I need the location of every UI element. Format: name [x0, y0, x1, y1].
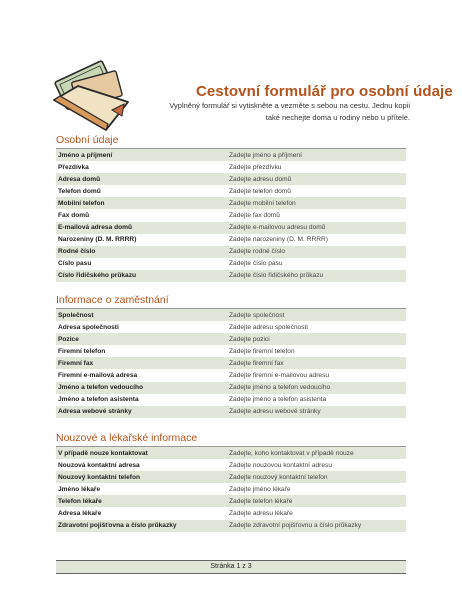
form-row[interactable]	[56, 483, 406, 495]
section-personal	[56, 134, 406, 282]
field-label: Adresa domů	[58, 175, 101, 183]
field-value[interactable]: Zadejte firemní fax	[229, 359, 284, 367]
field-label: Jméno a telefon vedoucího	[58, 384, 144, 392]
form-row[interactable]	[56, 149, 406, 161]
field-value[interactable]: Zadejte telefon lékaře	[229, 497, 293, 505]
page-footer: Stránka 1 z 3	[56, 560, 406, 574]
field-label: Telefon lékaře	[58, 497, 102, 505]
form-row[interactable]	[56, 197, 406, 209]
field-value[interactable]: Zadejte jméno a příjmení	[229, 151, 302, 159]
form-row[interactable]	[56, 459, 406, 471]
field-label: Narozeniny (D. M. RRRR)	[58, 236, 137, 244]
field-value[interactable]: Zadejte, koho kontaktovat v případě nouze	[229, 449, 354, 457]
field-value[interactable]: Zadejte číslo řidičského průkazu	[229, 272, 324, 280]
field-label: Jméno lékaře	[58, 485, 101, 493]
form-row[interactable]	[56, 520, 406, 532]
field-value[interactable]: Zadejte pozici	[229, 335, 270, 343]
field-value[interactable]: Zadejte nouzovou kontaktní adresu	[229, 461, 333, 469]
section-title: Nouzové a lékařské informace	[56, 432, 406, 447]
field-value[interactable]: Zadejte fax domů	[229, 212, 280, 220]
field-value[interactable]: Zadejte e-mailovou adresu domů	[229, 224, 326, 232]
form-row[interactable]	[56, 258, 406, 270]
field-value[interactable]: Zadejte společnost	[229, 311, 285, 319]
field-label: Přezdívka	[58, 163, 89, 171]
field-label: Nouzová kontaktní adresa	[58, 461, 140, 469]
form-row[interactable]	[56, 222, 406, 234]
field-value[interactable]: Zadejte telefon domů	[229, 187, 291, 195]
field-label: Mobilní telefon	[58, 199, 105, 207]
form-row[interactable]	[56, 406, 406, 418]
form-row[interactable]	[56, 246, 406, 258]
field-value[interactable]: Zadejte firemní e-mailovou adresu	[229, 372, 330, 380]
section-title: Informace o zaměstnání	[56, 294, 406, 309]
field-label: Fax domů	[58, 212, 90, 220]
field-label: Firemní e-mailová adresa	[58, 372, 138, 380]
form-row[interactable]	[56, 394, 406, 406]
field-value[interactable]: Zadejte firemní telefon	[229, 347, 295, 355]
field-value[interactable]: Zadejte rodné číslo	[229, 248, 286, 256]
field-value[interactable]: Zadejte jméno lékaře	[229, 485, 291, 493]
section-emergency-medical	[56, 432, 406, 532]
field-label: Jméno a příjmení	[58, 151, 113, 159]
field-label: Pozice	[58, 335, 79, 343]
field-label: Rodné číslo	[58, 248, 96, 256]
field-label: Číslo řidičského průkazu	[58, 272, 137, 280]
form-row[interactable]	[56, 270, 406, 282]
field-value[interactable]: Zadejte mobilní telefon	[229, 199, 296, 207]
form-row[interactable]	[56, 345, 406, 357]
form-row[interactable]	[56, 495, 406, 507]
form-row[interactable]	[56, 234, 406, 246]
field-label: V případě nouze kontaktovat	[58, 449, 148, 457]
field-label: Adresa webové stránky	[58, 408, 132, 416]
form-row[interactable]	[56, 161, 406, 173]
form-row[interactable]	[56, 321, 406, 333]
page-title: Cestovní formulář pro osobní údaje	[196, 83, 453, 100]
section-employment	[56, 294, 406, 418]
form-row[interactable]	[56, 185, 406, 197]
section-rows	[56, 149, 406, 282]
section-rows	[56, 309, 406, 418]
field-value[interactable]: Zadejte přezdívku	[229, 163, 282, 171]
field-label: Adresa společnosti	[58, 323, 119, 331]
field-value[interactable]: Zadejte zdravotní pojišťovnu a číslo průkazky	[229, 522, 362, 530]
field-label: Společnost	[58, 311, 94, 319]
field-label: Telefon domů	[58, 187, 101, 195]
field-value[interactable]: Zadejte adresu společnosti	[229, 323, 308, 331]
field-value[interactable]: Zadejte adresu webové stránky	[229, 408, 321, 416]
section-title: Osobní údaje	[56, 134, 406, 149]
form-row[interactable]	[56, 382, 406, 394]
field-value[interactable]: Zadejte adresu domů	[229, 175, 292, 183]
form-row[interactable]	[56, 357, 406, 369]
field-label: Adresa lékaře	[58, 510, 102, 518]
form-row[interactable]	[56, 471, 406, 483]
wallet-money-icon	[48, 52, 134, 136]
field-label: Nouzový kontaktní telefon	[58, 473, 141, 481]
form-row[interactable]	[56, 309, 406, 321]
field-label: Firemní telefon	[58, 347, 106, 355]
form-row[interactable]	[56, 507, 406, 519]
section-rows	[56, 447, 406, 532]
field-value[interactable]: Zadejte číslo pasu	[229, 260, 283, 268]
field-label: Firemní fax	[58, 359, 94, 367]
form-row[interactable]	[56, 209, 406, 221]
field-value[interactable]: Zadejte nouzový kontaktní telefon	[229, 473, 328, 481]
field-value[interactable]: Zadejte jméno a telefon asistenta	[229, 396, 327, 404]
form-row[interactable]	[56, 369, 406, 381]
form-row[interactable]	[56, 173, 406, 185]
field-label: E-mailová adresa domů	[58, 224, 133, 232]
form-row[interactable]	[56, 447, 406, 459]
field-value[interactable]: Zadejte narozeniny (D. M. RRRR)	[229, 236, 328, 244]
field-value[interactable]: Zadejte jméno a telefon vedoucího	[229, 384, 331, 392]
field-label: Jméno a telefon asistenta	[58, 396, 139, 404]
field-label: Zdravotní pojišťovna a číslo průkazky	[58, 522, 177, 530]
page-subtitle: Vyplněný formulář si vytiskněte a vezměte s sebou na cestu. Jednu kopii také nechejte doma u rodiny nebo u přítele.	[169, 101, 410, 122]
field-value[interactable]: Zadejte adresu lékaře	[229, 510, 293, 518]
field-label: Číslo pasu	[58, 260, 92, 268]
form-row[interactable]	[56, 333, 406, 345]
